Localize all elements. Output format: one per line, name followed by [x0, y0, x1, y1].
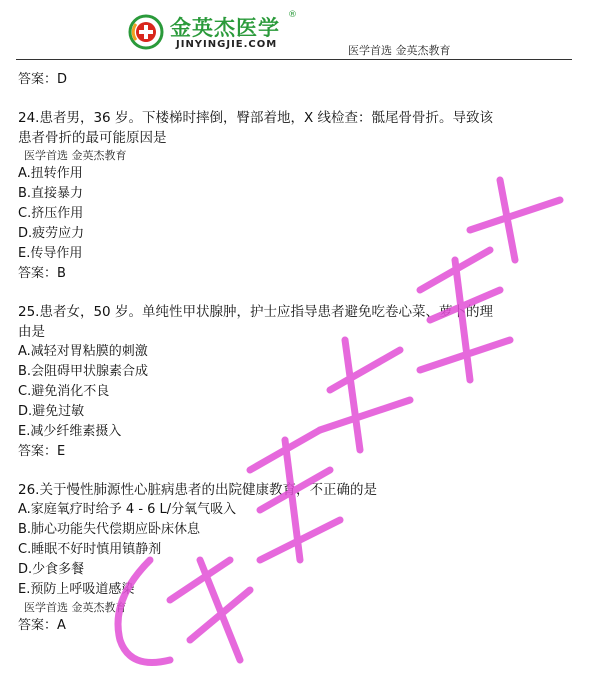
option: E.传导作用	[18, 246, 83, 261]
option: C.避免消化不良	[18, 384, 110, 399]
option: D.疲劳应力	[18, 226, 85, 241]
question-25-line-1: 25.患者女，50 岁。单纯性甲状腺肿，护士应指导患者避免吃卷心菜、萝卜的理	[18, 304, 493, 320]
option: D.少食多餐	[18, 562, 85, 577]
document-body	[18, 70, 578, 636]
brand-logo	[128, 12, 328, 54]
question-26-line-1: 26.关于慢性肺源性心脏病患者的出院健康教育，不正确的是	[18, 482, 377, 498]
medical-cross-logo-icon	[128, 14, 164, 50]
option: B.直接暴力	[18, 186, 84, 201]
brand-name-cn: 金英杰医学	[170, 16, 280, 40]
inline-slogan: 医学首选 金英杰教育	[24, 601, 127, 614]
option: A.家庭氧疗时给予 4 - 6 L/分氧气吸入	[18, 502, 237, 517]
answer: 答案：A	[18, 618, 66, 633]
option: A.减轻对胃粘膜的刺激	[18, 344, 148, 359]
page-header	[0, 0, 600, 62]
previous-answer: 答案：D	[18, 72, 68, 87]
option: E.减少纤维素摄入	[18, 424, 122, 439]
option: B.肺心功能失代偿期应卧床休息	[18, 522, 201, 537]
question-24-line-1: 24.患者男，36 岁。下楼梯时摔倒，臀部着地，X 线检查：骶尾骨骨折。导致该	[18, 110, 493, 126]
option: E.预防上呼吸道感染	[18, 582, 135, 597]
inline-slogan: 医学首选 金英杰教育	[24, 149, 127, 162]
question-25-line-2: 由是	[18, 324, 45, 340]
option: C.睡眠不好时慎用镇静剂	[18, 542, 162, 557]
brand-name-en: JINYINGJIE.COM	[176, 39, 278, 50]
option: A.扭转作用	[18, 166, 83, 181]
answer: 答案：B	[18, 266, 66, 281]
header-slogan: 医学首选 金英杰教育	[348, 44, 451, 57]
header-divider	[16, 59, 572, 60]
option: B.会阻碍甲状腺素合成	[18, 364, 149, 379]
registered-mark: ®	[288, 10, 297, 20]
option: D.避免过敏	[18, 404, 85, 419]
question-24-line-2: 患者骨折的最可能原因是	[18, 130, 167, 146]
answer: 答案：E	[18, 444, 66, 459]
option: C.挤压作用	[18, 206, 84, 221]
